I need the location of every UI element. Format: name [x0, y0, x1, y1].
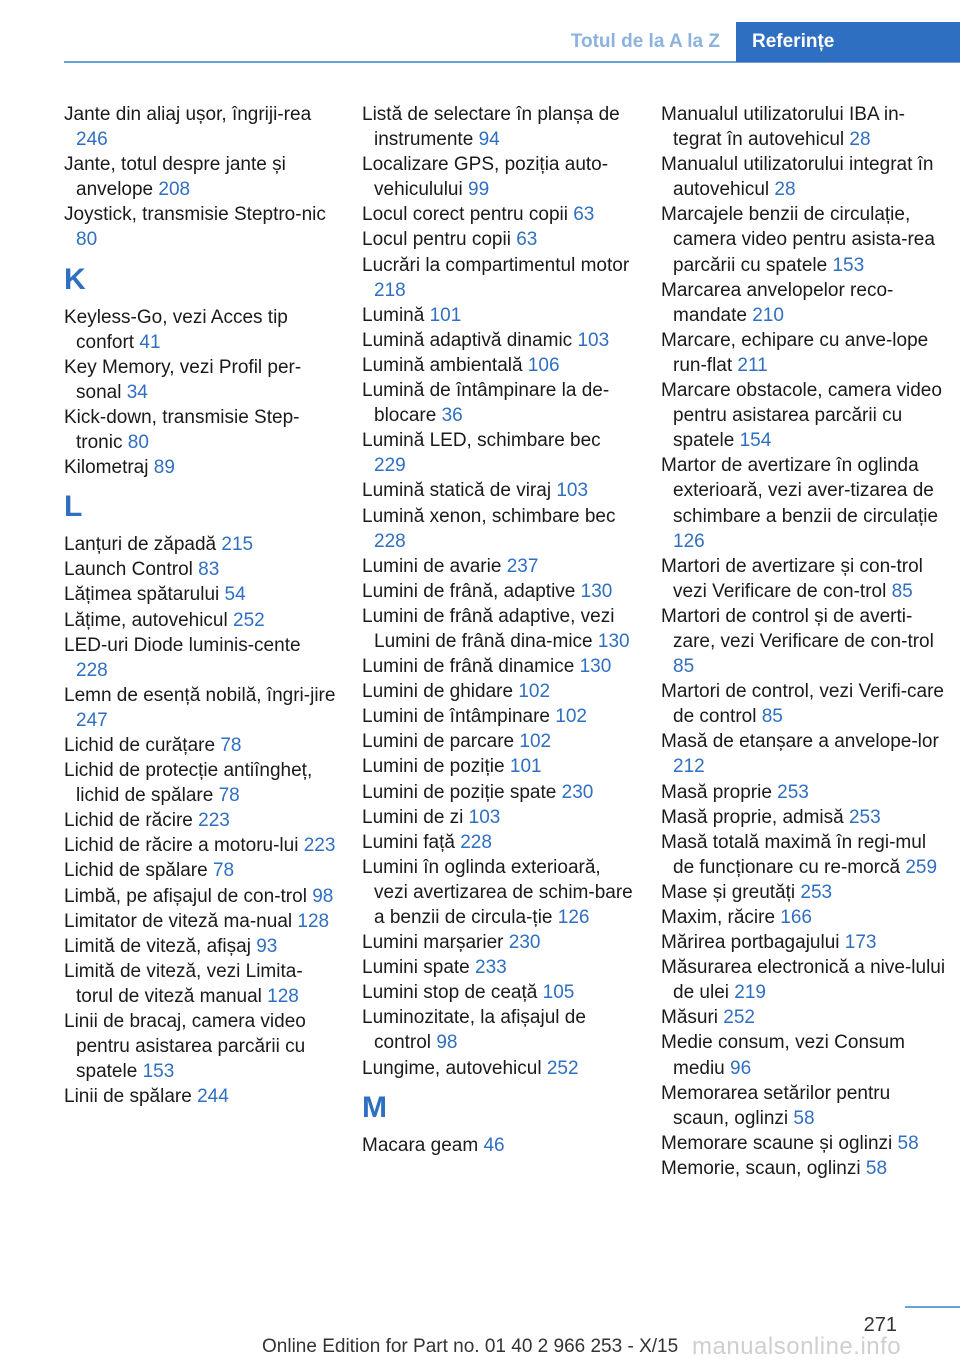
index-entry: [64, 582, 336, 607]
index-entry: [362, 378, 634, 428]
index-page-link[interactable]: 85: [761, 706, 783, 728]
index-entry: [661, 679, 951, 729]
index-page-link[interactable]: 98: [436, 1032, 458, 1054]
index-entry-term: Locul corect pentru copii: [362, 204, 568, 226]
index-page-link[interactable]: 89: [153, 457, 175, 479]
index-page-link[interactable]: 78: [218, 785, 240, 807]
index-entry: [661, 453, 951, 553]
index-entry-term: Mărirea portbagajului: [661, 932, 840, 954]
index-entry-term: Lumini marșarier: [362, 932, 504, 954]
index-entry-term: Lumini în oglinda exterioară, vezi avertizarea de schim-bare a benzii de circula-ție: [362, 856, 633, 928]
index-entry-term: Lumini de avarie: [362, 555, 502, 577]
index-page-link[interactable]: 28: [849, 129, 871, 151]
index-page-link[interactable]: 46: [483, 1134, 505, 1156]
index-page-link[interactable]: 230: [508, 932, 541, 954]
index-entry-term: Lumină LED, schimbare bec: [362, 430, 601, 452]
index-entry-term: Masă de etanșare a anvelope-lor: [661, 731, 939, 753]
index-page-link[interactable]: 228: [374, 530, 406, 552]
index-page-link[interactable]: 208: [158, 179, 191, 201]
index-entry: [64, 455, 336, 480]
index-entry-term: Lumini de frână, adaptive: [362, 580, 576, 602]
index-entry: [362, 930, 634, 955]
index-entry: [362, 579, 634, 604]
index-entry-term: Masă proprie, admisă: [661, 806, 844, 828]
index-entry-term: Listă de selectare în planșa de instrumente: [362, 104, 620, 151]
index-entry: [661, 955, 951, 1005]
index-entry: [661, 102, 951, 152]
index-entry-term: Lumină xenon, schimbare bec: [362, 505, 616, 527]
index-page-link[interactable]: 237: [506, 555, 539, 577]
index-entry: [362, 328, 634, 353]
watermark: manualsonline.info: [692, 1333, 902, 1360]
index-page-link[interactable]: 253: [800, 881, 833, 903]
index-entry: [64, 305, 336, 355]
index-entry-term: Macara geam: [362, 1134, 479, 1156]
index-entry: [64, 633, 336, 683]
index-entry: [362, 428, 634, 478]
index-entry-term: Lichid de răcire a motoru-lui: [64, 835, 299, 857]
index-entry-term: Lumini de frână dinamice: [362, 656, 575, 678]
index-entry-term: Jante din aliaj ușor, îngriji-rea: [64, 104, 312, 125]
index-page-link[interactable]: 63: [516, 229, 538, 251]
index-entry: [64, 532, 336, 557]
index-page-link[interactable]: 93: [256, 935, 278, 957]
index-entry: [362, 805, 634, 830]
index-page-link[interactable]: 212: [673, 756, 705, 778]
index-entry: [661, 830, 951, 880]
index-entry: [362, 980, 634, 1005]
index-entry: [661, 905, 951, 930]
index-entry-term: LED-uri Diode luminis-cente: [64, 634, 301, 656]
index-entry: [64, 608, 336, 633]
index-entry-term: Manualul utilizatorului IBA in-tegrat în autovehicul: [661, 104, 905, 151]
index-entry-term: Marcajele benzii de circulație, camera video pentru asista-rea parcării cu spatele: [661, 204, 935, 276]
index-column-2: [362, 102, 634, 1158]
index-entry-term: Lumină de întâmpinare la de-blocare: [362, 380, 610, 427]
index-entry-term: Lungime, autovehicul: [362, 1057, 542, 1079]
index-entry: [661, 1131, 951, 1156]
index-entry: [661, 604, 951, 679]
index-entry: [362, 780, 634, 805]
index-page-link[interactable]: 153: [832, 254, 865, 276]
index-entry-term: Măsurarea electronică a nive-lului de ulei: [661, 957, 946, 1004]
index-entry-term: Linii de spălare: [64, 1086, 192, 1108]
index-page-link[interactable]: 83: [198, 559, 220, 581]
index-entry-term: Lumini de poziție: [362, 756, 505, 778]
index-entry: [362, 353, 634, 378]
index-entry: [661, 202, 951, 277]
index-page-link[interactable]: 58: [793, 1107, 815, 1129]
index-entry-term: Lumini stop de ceață: [362, 982, 538, 1004]
index-entry-term: Lățimea spătarului: [64, 584, 220, 606]
index-entry: [362, 704, 634, 729]
index-entry: [661, 278, 951, 328]
index-entry: [362, 227, 634, 252]
index-entry-term: Mase și greutăți: [661, 881, 796, 903]
index-page-link[interactable]: 58: [865, 1157, 888, 1179]
index-entry: [362, 554, 634, 579]
index-entry: [362, 654, 634, 679]
index-entry-term: Marcare obstacole, camera video pentru asistarea parcării cu spatele: [661, 380, 942, 452]
index-page-link[interactable]: 102: [519, 731, 552, 753]
index-entry: [362, 504, 634, 554]
index-page-link[interactable]: 130: [579, 656, 612, 678]
index-entry: [64, 683, 336, 733]
index-entry-term: Maxim, răcire: [661, 907, 776, 928]
index-entry: [64, 102, 336, 152]
index-entry: [362, 855, 634, 930]
index-entry: [64, 909, 336, 934]
index-entry-term: Lumini de ghidare: [362, 681, 514, 703]
index-page-link[interactable]: 130: [580, 580, 613, 602]
edition-footer: Online Edition for Part no. 01 40 2 966 253 - X/15: [262, 1336, 679, 1357]
index-page-link[interactable]: 228: [460, 831, 492, 853]
index-page-link[interactable]: 105: [542, 982, 575, 1004]
index-entry-term: Kilometraj: [64, 457, 149, 479]
index-letter-heading: L: [64, 490, 83, 524]
index-page-link[interactable]: 233: [475, 957, 507, 979]
index-column-3: [661, 102, 951, 1181]
index-page-link[interactable]: 166: [780, 907, 812, 928]
index-letter-heading: M: [362, 1090, 387, 1124]
index-page-link[interactable]: 173: [844, 932, 877, 954]
index-entry-term: Launch Control: [64, 559, 193, 581]
index-entry: [661, 729, 951, 779]
index-entry: [661, 1030, 951, 1080]
index-entry: [64, 202, 336, 252]
index-page-link[interactable]: 244: [197, 1086, 229, 1108]
index-entry-term: Luminozitate, la afișajul de control: [362, 1007, 586, 1054]
index-entry-term: Limitator de viteză ma-nual: [64, 910, 293, 932]
index-page-link[interactable]: 58: [897, 1132, 919, 1154]
index-page-link[interactable]: 103: [556, 480, 589, 502]
index-entry: [362, 679, 634, 704]
index-entry: [64, 405, 336, 455]
index-page-link[interactable]: 78: [220, 734, 242, 756]
index-page-link[interactable]: 128: [297, 910, 330, 932]
index-page-link[interactable]: 218: [374, 279, 406, 301]
index-entry-term: Lumină statică de viraj: [362, 480, 552, 502]
index-entry-term: Limită de viteză, afișaj: [64, 935, 251, 957]
index-entry: [362, 754, 634, 779]
index-page-link[interactable]: 126: [557, 907, 590, 928]
index-entry-term: Lumini de frână adaptive, vezi Lumini de frână dina-mice: [362, 605, 615, 652]
index-page-link[interactable]: 211: [737, 354, 768, 376]
index-page-link[interactable]: 247: [76, 709, 108, 731]
index-page-link[interactable]: 98: [312, 885, 334, 907]
index-page-link[interactable]: 253: [848, 806, 881, 828]
index-page-link[interactable]: 253: [777, 781, 809, 803]
index-entry-term: Locul pentru copii: [362, 229, 511, 251]
index-entry-term: Lichid de curățare: [64, 734, 216, 756]
index-page-link[interactable]: 101: [509, 756, 542, 778]
index-entry: [362, 478, 634, 503]
index-entry-term: Kick-down, transmisie Step-tronic: [64, 406, 300, 454]
index-entry-term: Keyless-Go, vezi Acces tip confort: [64, 306, 288, 353]
index-page-link[interactable]: 246: [76, 129, 108, 151]
index-entry: [362, 1005, 634, 1055]
index-entry-term: Lumini de poziție spate: [362, 781, 557, 803]
index-page-link[interactable]: 85: [673, 656, 695, 678]
index-page-link[interactable]: 102: [518, 681, 551, 703]
index-page-link[interactable]: 54: [224, 584, 246, 606]
index-page-link[interactable]: 126: [673, 530, 705, 552]
index-page-link[interactable]: 210: [752, 304, 784, 326]
header-section-title: Totul de la A la Z: [570, 31, 720, 52]
index-entry-term: Lumini spate: [362, 957, 470, 979]
index-page-link[interactable]: 128: [267, 985, 299, 1007]
index-entry: [362, 253, 634, 303]
index-letter-heading: K: [64, 262, 86, 296]
index-entry: [661, 1005, 951, 1030]
index-entry: [64, 152, 336, 202]
index-entry-term: Manualul utilizatorului integrat în autovehicul: [661, 154, 934, 201]
index-page-link[interactable]: 230: [561, 781, 594, 803]
index-entry-term: Linii de bracaj, camera video pentru asistarea parcării cu spatele: [64, 1011, 306, 1083]
index-entry: [64, 758, 336, 808]
index-entry: [362, 1133, 634, 1158]
index-entry: [64, 557, 336, 582]
index-entry: [661, 554, 951, 604]
index-entry: [362, 1056, 634, 1081]
index-page-link[interactable]: 85: [891, 580, 913, 602]
index-page-link[interactable]: 36: [441, 405, 463, 427]
index-entry-term: Martori de control și de averti-zare, vezi Verificare de con-trol: [661, 605, 934, 652]
index-page-link[interactable]: 229: [374, 455, 406, 477]
index-column-1: [64, 102, 336, 1109]
index-entry: [362, 152, 634, 202]
index-entry: [362, 955, 634, 980]
index-entry-term: Lumină ambientală: [362, 354, 523, 376]
index-entry-term: Marcarea anvelopelor reco-mandate: [661, 279, 894, 326]
index-entry-term: Lichid de protecție antiîngheț, lichid de spălare: [64, 760, 313, 807]
index-page-link[interactable]: 153: [142, 1061, 175, 1083]
index-entry-term: Marcare, echipare cu anve-lope run-flat: [661, 329, 929, 376]
index-entry-term: Limbă, pe afișajul de con-trol: [64, 885, 307, 907]
index-page-link[interactable]: 34: [126, 381, 148, 403]
index-entry: [362, 303, 634, 328]
index-entry-term: Lanțuri de zăpadă: [64, 534, 217, 556]
index-page-link[interactable]: 106: [527, 354, 560, 376]
index-entry-term: Martor de avertizare în oglinda exterioară, vezi aver-tizarea de schimbare a benzii de circulație: [661, 455, 939, 527]
index-entry-term: Key Memory, vezi Profil per-sonal: [64, 356, 302, 403]
index-entry-term: Lățime, autovehicul: [64, 609, 228, 631]
index-entry: [64, 808, 336, 833]
index-page-link[interactable]: 259: [905, 856, 938, 878]
index-entry-term: Lemn de esență nobilă, îngri-jire: [64, 684, 336, 706]
index-entry: [64, 733, 336, 758]
index-entry: [362, 202, 634, 227]
index-page-link[interactable]: 228: [76, 659, 108, 681]
index-page-link[interactable]: 102: [555, 706, 587, 728]
index-entry-term: Lumini de parcare: [362, 731, 515, 753]
footer-rule: [905, 1306, 960, 1308]
index-entry: [661, 780, 951, 805]
header-chapter-tab: Referințe: [736, 22, 960, 62]
index-page-link[interactable]: 130: [597, 630, 630, 652]
index-entry-term: Lichid de răcire: [64, 810, 193, 832]
index-page-link[interactable]: 154: [739, 430, 772, 452]
index-entry-term: Măsuri: [661, 1007, 719, 1029]
index-entry-term: Memorarea setărilor pentru scaun, oglinzi: [661, 1082, 891, 1129]
index-entry: [64, 833, 336, 858]
index-entry: [64, 355, 336, 405]
index-page-link[interactable]: 252: [546, 1057, 579, 1079]
index-entry-term: Lumini de întâmpinare: [362, 706, 550, 728]
index-entry: [661, 1156, 951, 1181]
index-entry: [362, 830, 634, 855]
index-entry: [362, 729, 634, 754]
index-entry-term: Joystick, transmisie Steptro-nic: [64, 204, 326, 226]
index-entry-term: Lucrări la compartimentul motor: [362, 254, 630, 276]
index-entry: [661, 378, 951, 453]
index-entry: [362, 604, 634, 654]
index-entry: [362, 102, 634, 152]
index-page-link[interactable]: 41: [139, 331, 161, 353]
index-entry: [64, 1009, 336, 1084]
index-entry-term: Localizare GPS, poziția auto-vehiculului: [362, 154, 609, 201]
index-entry: [661, 328, 951, 378]
index-page-link[interactable]: 103: [577, 329, 610, 351]
index-page-link[interactable]: 103: [468, 806, 501, 828]
index-page-link[interactable]: 99: [468, 179, 490, 201]
index-entry: [661, 152, 951, 202]
index-entry-term: Martori de control, vezi Verifi-care de control: [661, 681, 944, 728]
index-page-link[interactable]: 101: [429, 304, 462, 326]
index-entry: [64, 959, 336, 1009]
index-entry-term: Masă totală maximă în regi-mul de funcționare cu re-morcă: [661, 831, 927, 878]
index-entry-term: Limită de viteză, vezi Limita-torul de viteză manual: [64, 960, 303, 1007]
index-entry: [661, 805, 951, 830]
index-entry: [661, 880, 951, 905]
index-entry-term: Medie consum, vezi Consum mediu: [661, 1032, 905, 1079]
index-entry-term: Martori de avertizare și con-trol vezi Verificare de con-trol: [661, 555, 923, 602]
index-page-link[interactable]: 80: [127, 432, 149, 454]
index-page-link[interactable]: 219: [734, 982, 766, 1004]
index-page-link[interactable]: 252: [233, 609, 265, 631]
index-entry-term: Masă proprie: [661, 781, 772, 803]
index-entry: [64, 1084, 336, 1109]
index-entry-term: Lumini de zi: [362, 806, 464, 828]
index-page-link[interactable]: 94: [478, 129, 500, 151]
index-entry: [64, 884, 336, 909]
page-number: 271: [863, 1314, 897, 1336]
index-entry: [661, 930, 951, 955]
index-entry: [661, 1081, 951, 1131]
index-page-link[interactable]: 215: [221, 534, 254, 556]
index-page-link[interactable]: 28: [774, 179, 796, 201]
index-entry-term: Memorare scaune și oglinzi: [661, 1132, 893, 1154]
index-entry: [64, 934, 336, 959]
index-page-link[interactable]: 223: [303, 835, 336, 857]
index-page-link[interactable]: 96: [730, 1057, 752, 1079]
index-page-link[interactable]: 80: [76, 229, 98, 251]
index-page-link[interactable]: 223: [198, 810, 230, 832]
index-entry: [64, 858, 336, 883]
index-page-link[interactable]: 63: [573, 204, 595, 226]
index-entry-term: Lumină: [362, 304, 425, 326]
index-page-link[interactable]: 78: [212, 860, 235, 882]
index-entry-term: Lichid de spălare: [64, 860, 208, 882]
index-entry-term: Memorie, scaun, oglinzi: [661, 1157, 861, 1179]
index-page-link[interactable]: 252: [723, 1007, 755, 1029]
index-entry-term: Jante, totul despre jante și anvelope: [64, 154, 286, 201]
index-entry-term: Lumină adaptivă dinamic: [362, 329, 573, 351]
index-entry-term: Lumini față: [362, 831, 455, 853]
